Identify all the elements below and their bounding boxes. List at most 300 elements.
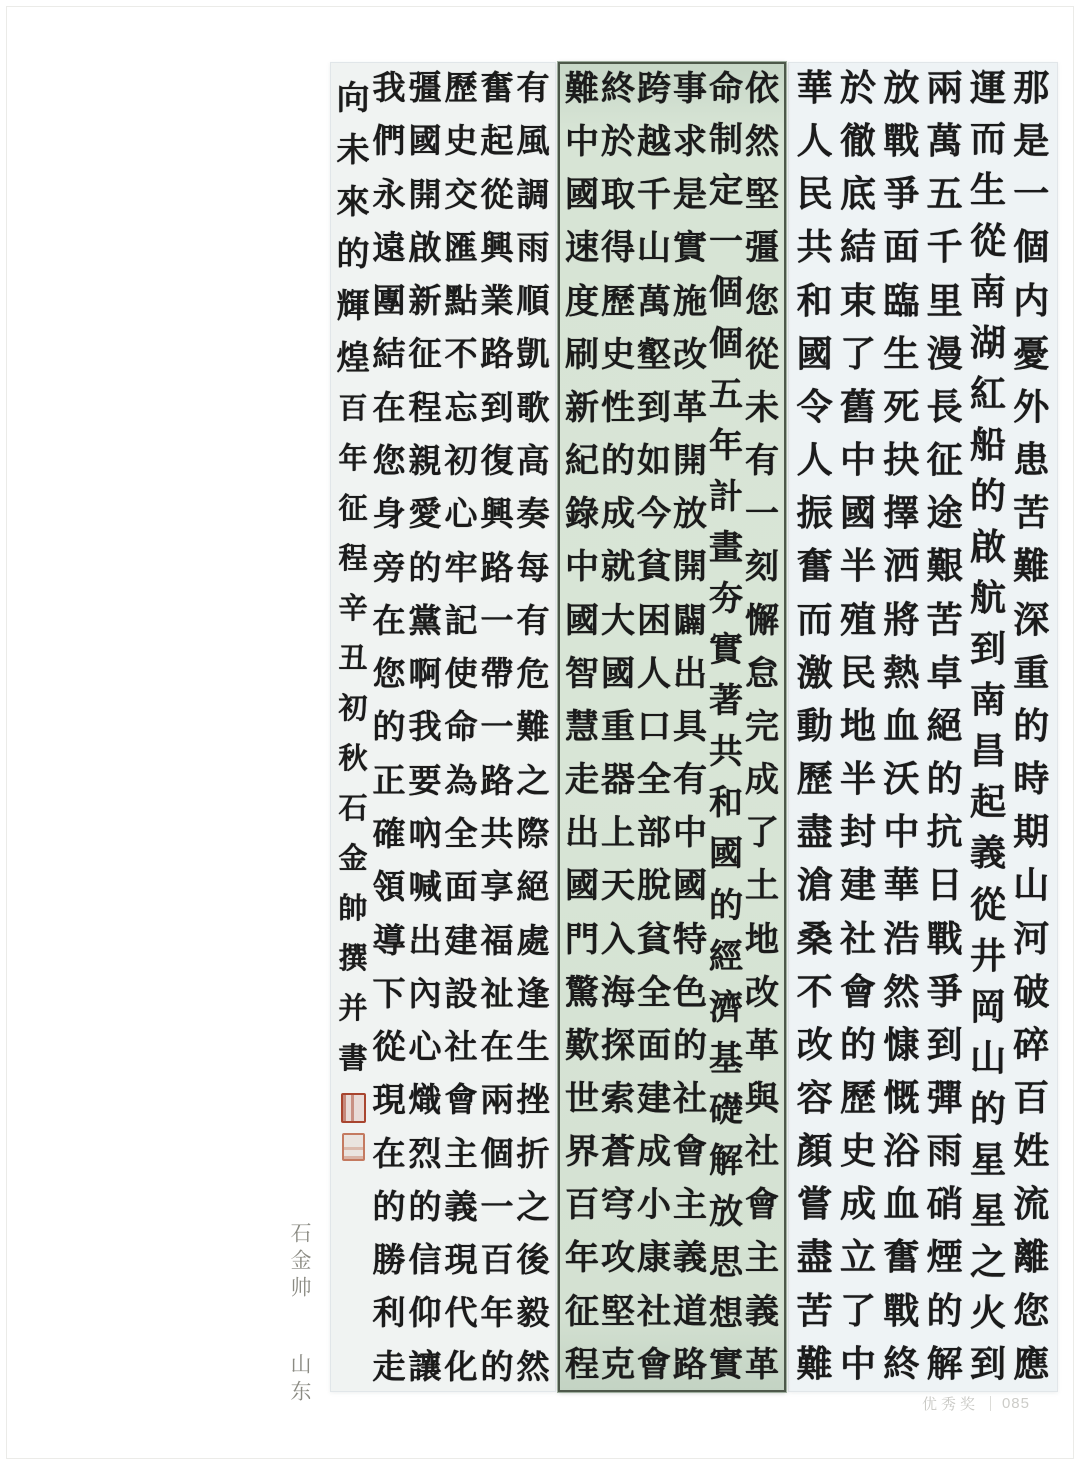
calligraphy-char: 絕 [516,867,550,907]
calligraphy-char: 百 [480,1240,514,1280]
calligraphy-char: 起 [969,782,1006,824]
calligraphy-char: 毅 [516,1293,550,1333]
calligraphy-char: 今 [637,494,671,535]
calligraphy-char: 我 [372,68,406,107]
calligraphy-char: 國 [408,121,442,161]
calligraphy-char: 度 [565,281,599,322]
calligraphy-char: 征 [408,334,442,374]
calligraphy-char: 於 [601,122,635,163]
calligraphy-char: 設 [444,973,478,1013]
calligraphy-char: 走 [565,760,599,801]
calligraphy-char: 國 [709,834,743,875]
calligraphy-char: 應 [1013,1343,1050,1385]
calligraphy-char: 面 [637,1025,671,1066]
calligraphy-char: 會 [673,1132,707,1173]
calligraphy-char: 舊 [839,386,876,428]
calligraphy-char: 危 [516,654,550,694]
calligraphy-char: 抗 [926,812,963,854]
calligraphy-char: 擇 [883,493,920,535]
calligraphy-char: 的 [408,547,442,587]
calligraphy-char: 社 [444,1027,478,1067]
calligraphy-char: 生 [516,1027,550,1067]
calligraphy-char: 盡 [796,1237,833,1279]
colophon-char: 辛 [338,590,368,625]
calligraphy-char: 驚 [565,972,599,1013]
calligraphy-column [407,68,443,1386]
calligraphy-char: 夯 [709,579,743,620]
calligraphy-char: 交 [444,174,478,214]
calligraphy-char: 離 [1013,1237,1050,1279]
calligraphy-char: 著 [709,681,743,722]
calligraphy-char: 入 [601,919,635,960]
calligraphy-char: 初 [444,440,478,480]
calligraphy-char: 國 [565,600,599,641]
calligraphy-char: 的 [839,1024,876,1066]
calligraphy-column [479,68,515,1386]
calligraphy-char: 半 [839,546,876,588]
calligraphy-char: 振 [796,493,833,535]
calligraphy-char: 一 [745,494,779,535]
calligraphy-char: 個 [1013,227,1050,269]
calligraphy-char: 怠 [745,653,779,694]
calligraphy-char: 嘗 [796,1184,833,1226]
calligraphy-char: 昌 [969,731,1006,773]
calligraphy-char: 歷 [839,1077,876,1119]
calligraphy-char: 土 [745,866,779,907]
calligraphy-char: 路 [673,1344,707,1385]
calligraphy-char: 開 [673,441,707,482]
calligraphy-char: 萬 [637,281,671,322]
calligraphy-char: 慷 [883,1024,920,1066]
calligraphy-char: 人 [637,653,671,694]
calligraphy-char: 大 [601,600,635,641]
artist-region-label: 山东 [288,1353,312,1407]
calligraphy-char: 的 [969,1088,1006,1130]
calligraphy-char: 高 [516,440,550,480]
calligraphy-char: 彊 [408,68,442,107]
calligraphy-char: 義 [444,1186,478,1226]
calligraphy-char: 殖 [839,599,876,641]
calligraphy-char: 主 [745,1238,779,1279]
calligraphy-char: 依 [745,69,779,109]
calligraphy-column [371,68,407,1386]
calligraphy-char: 革 [745,1025,779,1066]
colophon-char: 石 [338,790,368,825]
calligraphy-char: 程 [408,387,442,427]
calligraphy-char: 畫 [709,528,743,569]
colophon-char: 程 [338,540,368,575]
calligraphy-char: 雨 [516,227,550,267]
calligraphy-char: 主 [444,1133,478,1173]
calligraphy-char: 黨 [408,600,442,640]
calligraphy-char: 死 [883,386,920,428]
calligraphy-char: 跨 [637,69,671,109]
calligraphy-char: 年 [565,1238,599,1279]
calligraphy-column [600,69,636,1385]
calligraphy-char: 壑 [637,334,671,375]
calligraphy-char: 匯 [444,227,478,267]
calligraphy-char: 化 [444,1346,478,1386]
calligraphy-char: 計 [709,477,743,518]
calligraphy-char: 地 [839,705,876,747]
calligraphy-char: 來 [336,181,370,221]
calligraphy-char: 憂 [1013,333,1050,375]
calligraphy-char: 重 [1013,652,1050,694]
calligraphy-char: 心 [408,1027,442,1067]
calligraphy-char: 您 [372,654,406,694]
calligraphy-char: 顏 [796,1131,833,1173]
calligraphy-char: 業 [480,281,514,321]
calligraphy-char: 容 [796,1077,833,1119]
calligraphy-char: 煌 [336,337,370,377]
calligraphy-char: 生 [883,333,920,375]
calligraphy-char: 後 [516,1240,550,1280]
calligraphy-char: 到 [637,387,671,428]
calligraphy-char: 上 [601,813,635,854]
calligraphy-char: 歎 [565,1025,599,1066]
calligraphy-char: 難 [796,1343,833,1385]
calligraphy-char: 世 [565,1078,599,1119]
calligraphy-char: 復 [480,440,514,480]
panel-right [788,62,1058,1392]
calligraphy-char: 處 [516,920,550,960]
calligraphy-char: 是 [1013,121,1050,163]
calligraphy-char: 遠 [372,227,406,267]
calligraphy-char: 的 [1013,705,1050,747]
calligraphy-char: 制 [709,120,743,161]
calligraphy-char: 途 [926,493,963,535]
calligraphy-char: 年 [709,426,743,467]
calligraphy-char: 挫 [516,1080,550,1120]
calligraphy-char: 一 [480,600,514,640]
calligraphy-char: 有 [516,600,550,640]
calligraphy-char: 南 [969,272,1006,314]
calligraphy-char: 福 [480,920,514,960]
calligraphy-char: 得 [601,228,635,269]
calligraphy-char: 困 [637,600,671,641]
page-footer [922,1393,1030,1413]
calligraphy-char: 風 [516,121,550,161]
calligraphy-char: 火 [969,1292,1006,1334]
calligraphy-char: 洒 [883,546,920,588]
calligraphy-char: 山 [969,1037,1006,1079]
calligraphy-char: 航 [969,578,1006,620]
panel-middle [558,62,786,1392]
calligraphy-char: 解 [709,1140,743,1181]
calligraphy-char: 出 [408,920,442,960]
calligraphy-char: 浴 [883,1131,920,1173]
calligraphy-char: 絕 [926,705,963,747]
calligraphy-char: 從 [969,221,1006,263]
calligraphy-char: 使 [444,654,478,694]
calligraphy-char: 個 [480,1133,514,1173]
calligraphy-char: 期 [1013,812,1050,854]
calligraphy-char: 開 [673,547,707,588]
artist-seal-1-icon [341,1093,366,1123]
calligraphy-char: 彈 [926,1077,963,1119]
calligraphy-char: 興 [480,494,514,534]
calligraphy-char: 會 [637,1344,671,1385]
calligraphy-char: 礎 [709,1089,743,1130]
artist-seal-2-icon [342,1133,365,1161]
calligraphy-char: 個 [709,324,743,365]
calligraphy-char: 越 [637,122,671,163]
calligraphy-char: 星 [969,1190,1006,1232]
calligraphy-char: 新 [565,387,599,428]
calligraphy-char: 身 [372,494,406,534]
calligraphy-char: 苦 [1013,493,1050,535]
colophon-char: 百 [338,390,368,425]
calligraphy-char: 成 [839,1184,876,1226]
calligraphy-char: 個 [709,273,743,314]
calligraphy-char: 成 [745,760,779,801]
calligraphy-char: 折 [516,1133,550,1173]
calligraphy-char: 井 [969,935,1006,977]
calligraphy-char: 成 [637,1132,671,1173]
calligraphy-char: 一 [480,707,514,747]
calligraphy-char: 下 [372,973,406,1013]
calligraphy-char: 社 [673,1078,707,1119]
calligraphy-char: 史 [601,334,635,375]
calligraphy-char: 正 [372,760,406,800]
calligraphy-char: 特 [673,919,707,960]
calligraphy-char: 部 [637,813,671,854]
artist-name-label: 石金帅 [288,1222,312,1303]
calligraphy-char: 患 [1013,440,1050,482]
calligraphy-char: 半 [839,759,876,801]
calligraphy-char: 而 [969,119,1006,161]
calligraphy-char: 歷 [796,759,833,801]
footer-divider [990,1396,991,1411]
calligraphy-char: 一 [1013,174,1050,216]
calligraphy-char: 建 [637,1078,671,1119]
calligraphy-char: 奏 [516,494,550,534]
calligraphy-char: 完 [745,706,779,747]
calligraphy-char: 我 [408,707,442,747]
calligraphy-column [636,69,672,1385]
calligraphy-char: 放 [709,1191,743,1232]
calligraphy-char: 革 [745,1344,779,1385]
calligraphy-char: 從 [372,1027,406,1067]
calligraphy-char: 烈 [408,1133,442,1173]
calligraphy-char: 社 [745,1132,779,1173]
calligraphy-char: 的 [601,441,635,482]
calligraphy-char: 愛 [408,494,442,534]
calligraphy-char: 命 [709,69,743,109]
calligraphy-char: 門 [565,919,599,960]
calligraphy-char: 國 [796,333,833,375]
calligraphy-char: 爭 [926,971,963,1013]
calligraphy-char: 義 [745,1291,779,1332]
footer-page-number: 085 [1001,1394,1030,1412]
calligraphy-char: 會 [745,1185,779,1226]
calligraphy-char: 共 [796,227,833,269]
calligraphy-char: 心 [444,494,478,534]
calligraphy-column [744,69,780,1385]
calligraphy-char: 記 [444,600,478,640]
calligraphy-char: 就 [601,547,635,588]
calligraphy-char: 在 [480,1027,514,1067]
calligraphy-char: 一 [709,222,743,263]
calligraphy-char: 萬 [926,121,963,163]
calligraphy-char: 深 [1013,599,1050,641]
calligraphy-char: 華 [796,68,833,109]
calligraphy-char: 實 [673,228,707,269]
calligraphy-char: 封 [839,812,876,854]
calligraphy-char: 全 [637,760,671,801]
calligraphy-char: 長 [926,386,963,428]
calligraphy-char: 兩 [480,1080,514,1120]
calligraphy-char: 雨 [926,1131,963,1173]
colophon-column [335,71,371,1383]
calligraphy-char: 徹 [839,121,876,163]
calligraphy-char: 卓 [926,652,963,694]
calligraphy-char: 從 [745,334,779,375]
calligraphy-char: 中 [673,813,707,854]
calligraphy-char: 歌 [516,387,550,427]
colophon-char: 并 [338,990,368,1025]
calligraphy-char: 的 [673,1025,707,1066]
calligraphy-char: 從 [480,174,514,214]
colophon-char: 年 [338,440,368,475]
calligraphy-char: 千 [926,227,963,269]
calligraphy-char: 啟 [969,527,1006,569]
calligraphy-char: 人 [796,440,833,482]
calligraphy-char: 出 [565,813,599,854]
calligraphy-char: 成 [601,494,635,535]
calligraphy-char: 導 [372,920,406,960]
calligraphy-char: 中 [839,440,876,482]
calligraphy-char: 放 [883,68,920,109]
calligraphy-char: 然 [516,1346,550,1386]
calligraphy-char: 程 [565,1344,599,1385]
calligraphy-char: 難 [565,69,599,109]
calligraphy-char: 的 [372,1186,406,1226]
calligraphy-char: 未 [745,387,779,428]
calligraphy-char: 會 [839,971,876,1013]
panel-left [330,62,556,1392]
calligraphy-char: 取 [601,175,635,216]
calligraphy-char: 在 [372,600,406,640]
calligraphy-char: 煙 [926,1237,963,1279]
calligraphy-char: 輝 [336,285,370,325]
calligraphy-char: 團 [372,281,406,321]
calligraphy-char: 脫 [637,866,671,907]
calligraphy-char: 路 [480,547,514,587]
calligraphy-char: 彊 [745,228,779,269]
calligraphy-char: 讓 [408,1346,442,1386]
calligraphy-char: 調 [516,174,550,214]
calligraphy-char: 了 [745,813,779,854]
calligraphy-char: 蒼 [601,1132,635,1173]
calligraphy-char: 束 [839,280,876,322]
calligraphy-char: 然 [883,971,920,1013]
footer-award-label: 优秀奖 [921,1396,979,1413]
calligraphy-char: 共 [480,813,514,853]
calligraphy-char: 基 [709,1038,743,1079]
calligraphy-char: 日 [926,865,963,907]
calligraphy-char: 熾 [408,1080,442,1120]
calligraphy-char: 速 [565,228,599,269]
calligraphy-char: 到 [480,387,514,427]
calligraphy-char: 仰 [408,1293,442,1333]
calligraphy-char: 刻 [745,547,779,588]
calligraphy-char: 社 [637,1291,671,1332]
calligraphy-char: 了 [839,1290,876,1332]
calligraphy-char: 領 [372,867,406,907]
calligraphy-column [880,68,923,1385]
calligraphy-char: 不 [444,334,478,374]
calligraphy-char: 牢 [444,547,478,587]
calligraphy-char: 奮 [480,68,514,107]
calligraphy-char: 激 [796,652,833,694]
calligraphy-char: 索 [601,1078,635,1119]
calligraphy-char: 求 [673,122,707,163]
calligraphy-char: 史 [839,1131,876,1173]
calligraphy-char: 岡 [969,986,1006,1028]
calligraphy-column [672,69,708,1385]
calligraphy-char: 口 [637,706,671,747]
calligraphy-char: 具 [673,706,707,747]
calligraphy-char: 啟 [408,227,442,267]
calligraphy-char: 將 [883,599,920,641]
calligraphy-char: 在 [372,1133,406,1173]
calligraphy-char: 苦 [796,1290,833,1332]
colophon-char: 帥 [338,890,368,925]
calligraphy-char: 的 [408,1186,442,1226]
calligraphy-column [708,69,744,1385]
calligraphy-char: 忘 [444,387,478,427]
calligraphy-char: 面 [883,227,920,269]
calligraphy-char: 湖 [969,323,1006,365]
calligraphy-char: 的 [336,233,370,273]
calligraphy-char: 想 [709,1293,743,1334]
calligraphy-char: 為 [444,760,478,800]
calligraphy-char: 建 [839,865,876,907]
calligraphy-char: 那 [1013,68,1050,109]
calligraphy-char: 令 [796,386,833,428]
calligraphy-char: 血 [883,705,920,747]
calligraphy-char: 全 [637,972,671,1013]
calligraphy-char: 如 [637,441,671,482]
calligraphy-char: 色 [673,972,707,1013]
calligraphy-char: 結 [839,227,876,269]
calligraphy-char: 了 [839,333,876,375]
calligraphy-char: 桑 [796,918,833,960]
calligraphy-char: 的 [709,885,743,926]
calligraphy-char: 地 [745,919,779,960]
calligraphy-char: 難 [1013,546,1050,588]
calligraphy-char: 康 [637,1238,671,1279]
calligraphy-char: 在 [372,387,406,427]
calligraphy-char: 慨 [883,1077,920,1119]
calligraphy-char: 年 [480,1293,514,1333]
calligraphy-char: 主 [673,1185,707,1226]
calligraphy-char: 經 [709,936,743,977]
calligraphy-char: 改 [796,1024,833,1066]
calligraphy-char: 征 [565,1291,599,1332]
calligraphy-char: 義 [969,833,1006,875]
calligraphy-char: 征 [926,440,963,482]
calligraphy-char: 碎 [1013,1024,1050,1066]
calligraphy-char: 們 [372,121,406,161]
calligraphy-char: 信 [408,1240,442,1280]
calligraphy-char: 施 [673,281,707,322]
calligraphy-char: 姓 [1013,1131,1050,1173]
calligraphy-char: 臨 [883,280,920,322]
calligraphy-char: 熱 [883,652,920,694]
calligraphy-char: 難 [516,707,550,747]
